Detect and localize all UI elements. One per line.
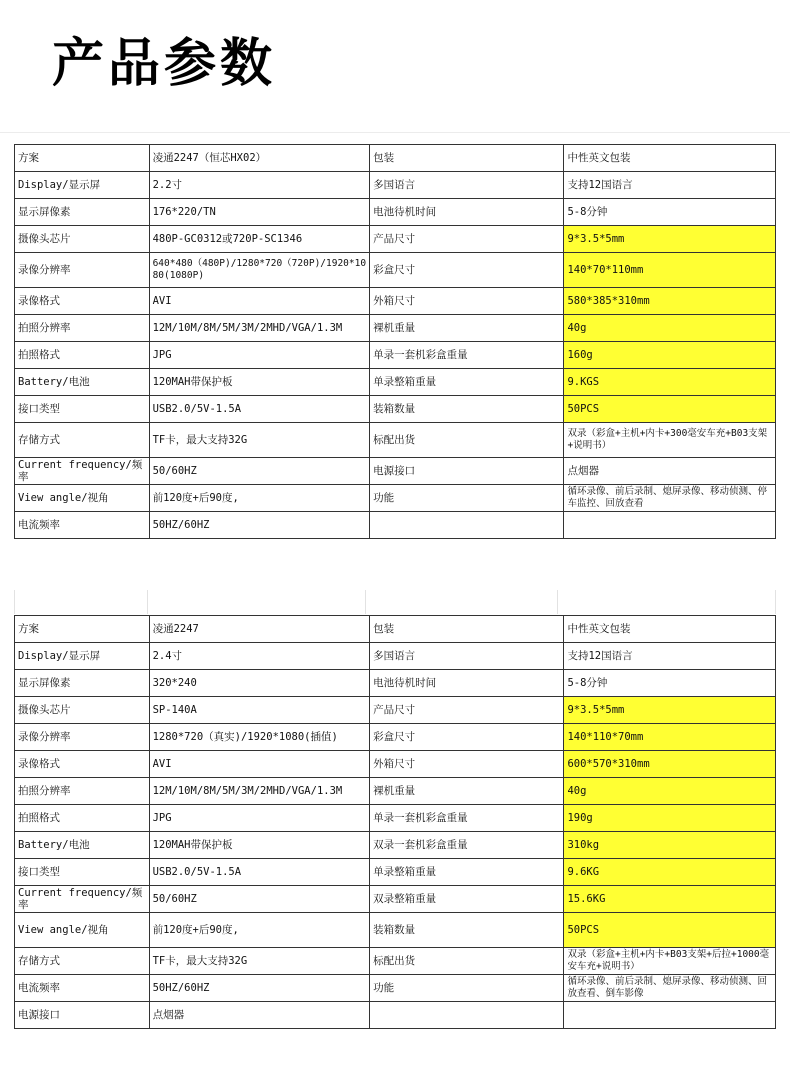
spec-value-cell: 12M/10M/8M/5M/3M/2MHD/VGA/1.3M [149, 778, 370, 805]
table-row [15, 199, 776, 226]
spec-value-cell: 12M/10M/8M/5M/3M/2MHD/VGA/1.3M [149, 315, 370, 342]
spec-label-cell: 包装 [370, 145, 564, 172]
spec-label-cell: 标配出货 [370, 423, 564, 458]
spec-label-cell: View angle/视角 [15, 913, 150, 948]
spec-label-cell: 功能 [370, 485, 564, 512]
spec-value-cell: 50PCS [564, 396, 776, 423]
spec-label-cell: 拍照分辨率 [15, 778, 150, 805]
table-row [15, 805, 776, 832]
spec-table-1 [14, 144, 776, 539]
spec-value-cell: 310kg [564, 832, 776, 859]
spec-value-cell: JPG [149, 805, 370, 832]
spec-label-cell: 方案 [15, 145, 150, 172]
table-row [15, 886, 776, 913]
spec-label-cell: 拍照分辨率 [15, 315, 150, 342]
spec-value-cell: 支持12国语言 [564, 172, 776, 199]
spec-value-cell: 640*480（480P)/1280*720（720P)/1920*1080(1080P) [149, 253, 370, 288]
spec-value-cell: 50/60HZ [149, 886, 370, 913]
spec-table-2 [14, 615, 776, 1029]
spec-value-cell: 前120度+后90度, [149, 485, 370, 512]
table-row [15, 315, 776, 342]
spec-value-cell: USB2.0/5V-1.5A [149, 396, 370, 423]
spec-label-cell: 彩盒尺寸 [370, 253, 564, 288]
table-row [15, 697, 776, 724]
spec-label-cell: Current frequency/频率 [15, 458, 150, 485]
spec-value-cell: 凌通2247（恒芯HX02） [149, 145, 370, 172]
spec-value-cell: 循环录像、前后录制、熄屏录像、移动侦测、回放查看、倒车影像 [564, 975, 776, 1002]
spec-label-cell: 裸机重量 [370, 778, 564, 805]
spec-value-cell: 支持12国语言 [564, 643, 776, 670]
spec-label-cell: 标配出货 [370, 948, 564, 975]
spec-label-cell: Current frequency/频率 [15, 886, 150, 913]
spec-label-cell: 多国语言 [370, 643, 564, 670]
spec-value-cell: 点烟器 [564, 458, 776, 485]
spec-value-cell: 140*110*70mm [564, 724, 776, 751]
table-row [15, 369, 776, 396]
table-row [15, 832, 776, 859]
spec-value-cell: 120MAH带保护板 [149, 832, 370, 859]
spec-label-cell: 录像格式 [15, 288, 150, 315]
spec-label-cell: 电池待机时间 [370, 199, 564, 226]
spec-label-cell: 裸机重量 [370, 315, 564, 342]
spacer-grid [14, 590, 776, 614]
spec-label-cell: 产品尺寸 [370, 226, 564, 253]
spec-label-cell: 包装 [370, 616, 564, 643]
spec-value-cell: 循环录像、前后录制、熄屏录像、移动侦测、停车监控、回放查看 [564, 485, 776, 512]
spec-label-cell: 摄像头芯片 [15, 697, 150, 724]
spec-label-cell: 存储方式 [15, 423, 150, 458]
spec-label-cell: 产品尺寸 [370, 697, 564, 724]
spec-value-cell: 140*70*110mm [564, 253, 776, 288]
spec-label-cell: Display/显示屏 [15, 172, 150, 199]
spec-value-cell [564, 1002, 776, 1029]
spec-label-cell: 接口类型 [15, 396, 150, 423]
spec-value-cell: TF卡，最大支持32G [149, 948, 370, 975]
spec-label-cell: Display/显示屏 [15, 643, 150, 670]
spec-value-cell: 50PCS [564, 913, 776, 948]
table-row [15, 458, 776, 485]
table-row [15, 288, 776, 315]
spec-value-cell: 480P-GC0312或720P-SC1346 [149, 226, 370, 253]
spec-value-cell: USB2.0/5V-1.5A [149, 859, 370, 886]
table-row [15, 778, 776, 805]
spec-label-cell: 摄像头芯片 [15, 226, 150, 253]
spec-value-cell [564, 512, 776, 539]
table-row [15, 948, 776, 975]
spec-label-cell: Battery/电池 [15, 832, 150, 859]
spec-value-cell: 50HZ/60HZ [149, 975, 370, 1002]
spec-label-cell: 显示屏像素 [15, 199, 150, 226]
spec-value-cell: 2.2寸 [149, 172, 370, 199]
spec-value-cell: 190g [564, 805, 776, 832]
table-row [15, 253, 776, 288]
spec-label-cell: View angle/视角 [15, 485, 150, 512]
spec-value-cell: 120MAH带保护板 [149, 369, 370, 396]
spec-label-cell: 单录一套机彩盒重量 [370, 805, 564, 832]
spec-value-cell: 40g [564, 315, 776, 342]
spec-value-cell: 中性英文包装 [564, 145, 776, 172]
spec-label-cell: 外箱尺寸 [370, 751, 564, 778]
table-row [15, 751, 776, 778]
table-row [15, 913, 776, 948]
spec-label-cell: 单录整箱重量 [370, 859, 564, 886]
table-row [15, 1002, 776, 1029]
spec-label-cell: 装箱数量 [370, 913, 564, 948]
spec-value-cell: 50HZ/60HZ [149, 512, 370, 539]
spec-label-cell: 显示屏像素 [15, 670, 150, 697]
spec-label-cell: 电流频率 [15, 975, 150, 1002]
table-row [15, 485, 776, 512]
spec-label-cell: 双录整箱重量 [370, 886, 564, 913]
spec-value-cell: 15.6KG [564, 886, 776, 913]
spec-value-cell: 320*240 [149, 670, 370, 697]
spec-value-cell: 600*570*310mm [564, 751, 776, 778]
spec-label-cell: 录像分辨率 [15, 724, 150, 751]
spec-label-cell: 拍照格式 [15, 805, 150, 832]
spec-value-cell: 凌通2247 [149, 616, 370, 643]
spec-value-cell: SP-140A [149, 697, 370, 724]
spec-label-cell: 单录一套机彩盒重量 [370, 342, 564, 369]
table-row [15, 643, 776, 670]
spec-value-cell: 9*3.5*5mm [564, 226, 776, 253]
spec-value-cell: 中性英文包装 [564, 616, 776, 643]
table-row [15, 342, 776, 369]
table-row [15, 512, 776, 539]
spec-value-cell: 5-8分钟 [564, 199, 776, 226]
spec-label-cell: 功能 [370, 975, 564, 1002]
spec-label-cell: 彩盒尺寸 [370, 724, 564, 751]
spec-label-cell: 录像格式 [15, 751, 150, 778]
spec-label-cell: 多国语言 [370, 172, 564, 199]
divider [0, 132, 790, 133]
spec-value-cell: 点烟器 [149, 1002, 370, 1029]
spec-label-cell: 双录一套机彩盒重量 [370, 832, 564, 859]
spec-label-cell: 电源接口 [370, 458, 564, 485]
spec-value-cell: 前120度+后90度, [149, 913, 370, 948]
spec-label-cell [370, 1002, 564, 1029]
spec-label-cell [370, 512, 564, 539]
spec-value-cell: 9.KGS [564, 369, 776, 396]
table-row [15, 396, 776, 423]
spec-value-cell: 40g [564, 778, 776, 805]
spec-label-cell: 接口类型 [15, 859, 150, 886]
spec-label-cell: 拍照格式 [15, 342, 150, 369]
spec-value-cell: TF卡，最大支持32G [149, 423, 370, 458]
table-row [15, 145, 776, 172]
spec-value-cell: 双录（彩盒+主机+内卡+300毫安车充+B03支架+说明书） [564, 423, 776, 458]
table-row [15, 226, 776, 253]
spec-value-cell: 9.6KG [564, 859, 776, 886]
spec-label-cell: 单录整箱重量 [370, 369, 564, 396]
spec-value-cell: 9*3.5*5mm [564, 697, 776, 724]
spec-value-cell: 双录（彩盒+主机+内卡+B03支架+后拉+1000毫安车充+说明书） [564, 948, 776, 975]
spec-value-cell: AVI [149, 751, 370, 778]
table-row [15, 975, 776, 1002]
spec-value-cell: 2.4寸 [149, 643, 370, 670]
spec-label-cell: 方案 [15, 616, 150, 643]
spec-label-cell: Battery/电池 [15, 369, 150, 396]
table-row [15, 172, 776, 199]
spec-value-cell: JPG [149, 342, 370, 369]
page-title: 产品参数 [52, 34, 277, 94]
spec-value-cell: AVI [149, 288, 370, 315]
table-row [15, 616, 776, 643]
spec-value-cell: 176*220/TN [149, 199, 370, 226]
spec-value-cell: 1280*720（真实)/1920*1080(插值) [149, 724, 370, 751]
table-row [15, 670, 776, 697]
spec-value-cell: 50/60HZ [149, 458, 370, 485]
spec-value-cell: 160g [564, 342, 776, 369]
spec-value-cell: 580*385*310mm [564, 288, 776, 315]
spec-label-cell: 录像分辨率 [15, 253, 150, 288]
spec-label-cell: 装箱数量 [370, 396, 564, 423]
table-row [15, 724, 776, 751]
spec-label-cell: 外箱尺寸 [370, 288, 564, 315]
spec-label-cell: 电源接口 [15, 1002, 150, 1029]
table-row [15, 423, 776, 458]
spec-label-cell: 电池待机时间 [370, 670, 564, 697]
spec-value-cell: 5-8分钟 [564, 670, 776, 697]
spec-label-cell: 存储方式 [15, 948, 150, 975]
table-row [15, 859, 776, 886]
spec-label-cell: 电流频率 [15, 512, 150, 539]
